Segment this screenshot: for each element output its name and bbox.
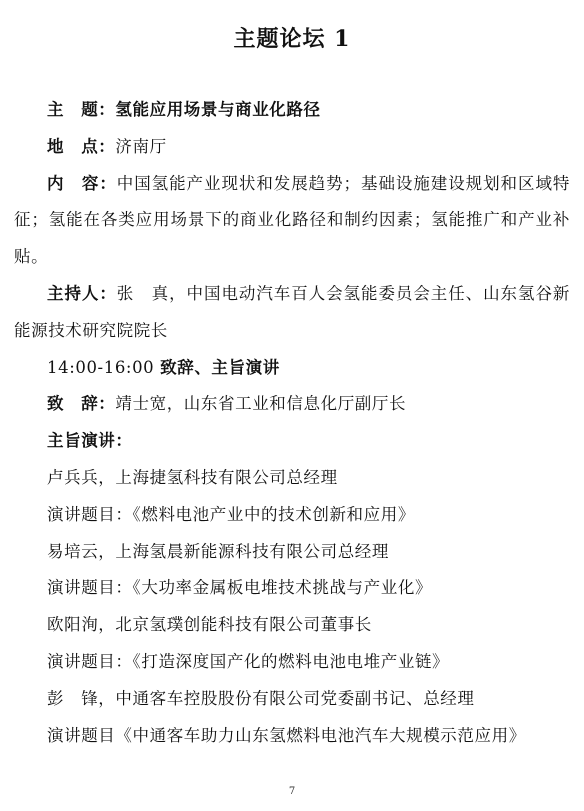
session-title: 致辞、主旨演讲: [160, 357, 280, 377]
speaker-topic: 演讲题目：《打造深度国产化的燃料电池电堆产业链》: [47, 651, 450, 671]
speaker-topic: 演讲题目《中通客车助力山东氢燃料电池汽车大规模示范应用》: [47, 725, 526, 745]
host-paragraph: [14, 276, 570, 350]
host-value: 张 真，中国电动汽车百人会氢能委员会主任、山东氢谷新能源技术研究院院长: [14, 283, 570, 340]
speaker-topic: 演讲题目：《燃料电池产业中的技术创新和应用》: [47, 504, 415, 524]
session-line: [14, 350, 570, 387]
venue-label: 地 点：: [47, 136, 116, 156]
theme-label: 主 题：: [47, 100, 116, 119]
host-label: 主持人：: [47, 283, 117, 303]
address-label: 致 辞：: [47, 394, 116, 414]
document-body: [14, 92, 570, 754]
venue-line: [14, 129, 570, 166]
content-paragraph: [14, 166, 570, 276]
speaker-name: 卢兵兵，上海捷氢科技有限公司总经理: [47, 467, 338, 487]
page-title: 主题论坛 1: [233, 26, 351, 52]
theme-value: 氢能应用场景与商业化路径: [115, 100, 321, 119]
page-number: 7: [288, 786, 296, 797]
theme-line: [14, 92, 570, 129]
keynote-label: 主旨演讲：: [47, 431, 133, 451]
session-time: 14:00-16:00: [47, 357, 161, 377]
address-line: [14, 386, 570, 423]
speaker-name: 欧阳洵，北京氢璞创能科技有限公司董事长: [47, 615, 372, 635]
address-value: 靖士宽，山东省工业和信息化厅副厅长: [115, 394, 407, 414]
content-label: 内 容：: [47, 173, 117, 193]
speaker-topic: 演讲题目：《大功率金属板电堆技术挑战与产业化》: [47, 578, 433, 598]
speaker-name: 易培云，上海氢晨新能源科技有限公司总经理: [47, 541, 389, 561]
venue-value: 济南厅: [115, 136, 167, 156]
speaker-name: 彭 锋，中通客车控股股份有限公司党委副书记、总经理: [47, 688, 475, 708]
content-value: 中国氢能产业现状和发展趋势；基础设施建设规划和区域特征；氢能在各类应用场景下的商业化路径和制约因素；氢能推广和产业补贴。: [14, 173, 570, 267]
